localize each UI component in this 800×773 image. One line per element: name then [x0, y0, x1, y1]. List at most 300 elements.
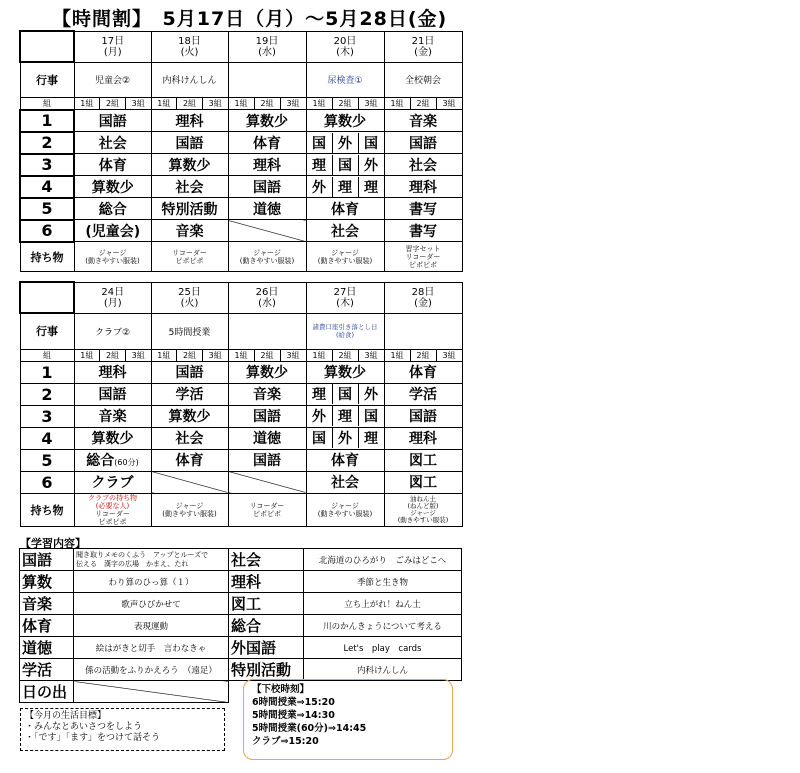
- subject-label: 国語: [98, 113, 127, 130]
- class-name: 2組: [332, 98, 358, 109]
- items-cell: ジャージ (動きやすい服装): [74, 242, 151, 272]
- subject-content: 川のかんきょうについて考える: [304, 615, 462, 637]
- day-date: 24日: [101, 286, 125, 298]
- event-cell: クラブ②: [74, 313, 151, 349]
- day-of-week: (金): [414, 46, 432, 58]
- class-subject: 理: [358, 177, 384, 197]
- subject-content: 内科けんしん: [304, 659, 462, 681]
- subject-cell: [306, 154, 384, 176]
- subject-content: わり算のひっ算（１）: [74, 571, 229, 593]
- day-date: 21日: [411, 35, 435, 47]
- class-name: 3組: [125, 98, 151, 109]
- subject-cell: [228, 132, 306, 154]
- subject-cell: [74, 198, 151, 220]
- subject-cell: [74, 220, 151, 242]
- subject-cell: [306, 198, 384, 220]
- study-row: [20, 659, 462, 681]
- period-row: [20, 110, 462, 132]
- items-cell: ジャージ (動きやすい服装): [306, 493, 384, 526]
- subject-cell: [228, 198, 306, 220]
- subject-name: 体育: [20, 615, 74, 637]
- day-of-week: (水): [258, 297, 276, 309]
- class-name: 1組: [80, 350, 94, 360]
- period-row: [20, 427, 462, 449]
- subject-cell: [228, 176, 306, 198]
- subject-cell: [151, 361, 228, 383]
- items-row: [20, 493, 462, 526]
- sunrise-cell: [74, 681, 229, 703]
- subject-cell: [306, 383, 384, 405]
- dismissal-title: 【下校時刻】: [252, 684, 310, 695]
- subject-cell: [306, 405, 384, 427]
- split-subjects: [307, 177, 384, 197]
- subject-label: 国語: [409, 135, 437, 152]
- subject-cell: [306, 220, 384, 242]
- subject-cell: [384, 198, 462, 220]
- subject-label: 学活: [409, 387, 437, 403]
- subject-label: 図工: [409, 475, 437, 491]
- subject-name: 総合: [229, 615, 304, 637]
- day-date: 26日: [255, 286, 279, 298]
- items-cell: ジャージ (動きやすい服装): [228, 242, 306, 272]
- subject-label: 社会: [175, 431, 204, 447]
- subject-cell: [74, 427, 151, 449]
- subject-cell: [306, 427, 384, 449]
- subject-name: 外国語: [229, 637, 304, 659]
- class-name: 2組: [410, 350, 436, 361]
- subject-label: 理科: [253, 157, 281, 174]
- subject-label: 理科: [175, 113, 204, 130]
- corner-cell: [20, 282, 74, 313]
- period-number: 2: [20, 132, 74, 154]
- day-of-week: (月): [103, 297, 122, 309]
- subject-label: 算数少: [324, 365, 366, 381]
- class-subject: 理: [312, 387, 326, 403]
- subject-label: 国語: [409, 409, 437, 425]
- subject-cell: [384, 176, 462, 198]
- class-name: 1組: [390, 350, 404, 360]
- class-name: 3組: [280, 98, 306, 109]
- dismissal-times-box: [243, 679, 453, 760]
- subject-cell: [74, 132, 151, 154]
- subject-label: 書写: [409, 223, 437, 240]
- subject-label: 体育: [331, 201, 359, 218]
- period-number: 1: [20, 361, 74, 383]
- class-subject: 外: [332, 428, 358, 448]
- dismissal-line: 5時間授業(60分)⇒14:45: [252, 723, 367, 734]
- split-subjects: [307, 133, 384, 153]
- event-row: [20, 313, 462, 349]
- class-subject: 理: [358, 428, 384, 448]
- subject-cell: [228, 383, 306, 405]
- subject-label: 算数少: [246, 113, 288, 130]
- subject-label: 総合: [86, 453, 115, 469]
- class-name: 3組: [202, 98, 228, 109]
- subject-label: 体育: [175, 453, 204, 469]
- subject-cell: [151, 471, 228, 493]
- period-row: [20, 198, 462, 220]
- subject-name: 図工: [229, 593, 304, 615]
- day-header: [306, 282, 384, 313]
- class-subject: 国: [332, 384, 358, 404]
- class-name: 2組: [176, 350, 202, 361]
- period-number: 4: [20, 176, 74, 198]
- day-header: [151, 282, 228, 313]
- subject-cell: [384, 110, 462, 132]
- subject-cell: [384, 383, 462, 405]
- event-label: 行事: [20, 313, 74, 349]
- split-subjects: [307, 155, 384, 175]
- period-row: [20, 361, 462, 383]
- subject-cell: [384, 471, 462, 493]
- subject-label: 理科: [409, 179, 437, 196]
- subject-cell: [151, 154, 228, 176]
- study-heading: 【学習内容】: [20, 537, 86, 550]
- subject-label: (児童会): [85, 223, 141, 240]
- items-row: [20, 242, 462, 272]
- day-header: [228, 282, 306, 313]
- class-subject: 外: [332, 133, 358, 153]
- class-subject: 国: [358, 406, 384, 426]
- subject-label: 算数少: [168, 157, 211, 174]
- period-row: [20, 405, 462, 427]
- class-subject: 外: [312, 179, 326, 196]
- study-rows: [20, 549, 462, 681]
- event-label: 行事: [20, 62, 74, 97]
- period-row: [20, 132, 462, 154]
- day-date: 28日: [411, 286, 435, 298]
- class-subject: 外: [358, 155, 384, 175]
- corner-cell: [20, 31, 74, 62]
- subject-cell: [228, 427, 306, 449]
- period-row: [20, 154, 462, 176]
- period-row: [20, 471, 462, 493]
- period-number: 6: [20, 220, 74, 242]
- subject-content: 表現運動: [74, 615, 229, 637]
- items-cell: ジャージ (動きやすい服装): [151, 493, 228, 526]
- event-row: [20, 62, 462, 97]
- subject-cell: [306, 471, 384, 493]
- timetable-week2: [19, 281, 463, 527]
- split-subjects: [307, 406, 384, 426]
- items-text: リコーダー ピポピポ: [95, 509, 130, 526]
- class-subject: 国: [312, 135, 326, 152]
- class-name: 1組: [157, 98, 171, 108]
- subject-cell: [151, 198, 228, 220]
- goal-line: ・「です」「ます」をつけて話そう: [25, 733, 161, 743]
- subject-cell: [151, 132, 228, 154]
- items-cell: [74, 493, 151, 526]
- day-of-week: (木): [336, 297, 354, 309]
- timetable-week1: [19, 30, 463, 272]
- class-name: 3組: [202, 350, 228, 361]
- page-title: 【時間割】 5月17日（月）～5月28日(金): [52, 8, 448, 30]
- class-name: 2組: [254, 350, 280, 361]
- subject-cell: [306, 132, 384, 154]
- event-cell: [228, 62, 306, 97]
- class-name: 3組: [358, 98, 384, 109]
- subject-label: 書写: [409, 201, 437, 218]
- day-header: [228, 31, 306, 62]
- event-cell: [384, 313, 462, 349]
- subject-cell: [384, 449, 462, 471]
- split-subjects: [307, 384, 384, 404]
- class-name: 3組: [280, 350, 306, 361]
- subject-label: 国語: [175, 135, 204, 152]
- class-name: 3組: [436, 98, 462, 109]
- period-number: 4: [20, 427, 74, 449]
- subject-label: 総合: [98, 201, 127, 218]
- subject-name: 社会: [229, 549, 304, 571]
- subject-label: 音楽: [253, 387, 281, 403]
- subject-cell: [228, 449, 306, 471]
- subject-label: 国語: [253, 409, 281, 425]
- subject-cell: [74, 449, 151, 471]
- subject-label: 算数少: [246, 365, 288, 381]
- period-rows: [20, 110, 462, 242]
- subject-content: 季節と生き物: [304, 571, 462, 593]
- subject-content: 歌声ひびかせて: [74, 593, 229, 615]
- subject-cell: [228, 471, 306, 493]
- subject-label: 算数少: [168, 409, 211, 425]
- subject-label: 図工: [409, 453, 437, 469]
- subject-cell: [384, 361, 462, 383]
- subject-content: 聞き取りメモのくふう アップとルーズで 伝える 漢字の広場 かまえ、たれ: [74, 549, 229, 571]
- subject-cell: [74, 471, 151, 493]
- subject-cell: [228, 110, 306, 132]
- subject-cell: [228, 405, 306, 427]
- subject-cell: [384, 154, 462, 176]
- subject-label: 社会: [409, 157, 437, 174]
- study-row: [20, 571, 462, 593]
- split-subjects: [307, 428, 384, 448]
- items-label: 持ち物: [20, 242, 74, 272]
- subject-label: 国語: [253, 453, 281, 469]
- event-cell: 尿検査①: [306, 62, 384, 97]
- items-cell: 油ねん土 (ねんど版) ジャージ (動きやすい服装): [384, 493, 462, 526]
- items-cell: ジャージ (動きやすい服装): [306, 242, 384, 272]
- event-cell: [228, 313, 306, 349]
- day-date: 19日: [255, 35, 279, 47]
- items-label: 持ち物: [20, 493, 74, 526]
- class-name: 2組: [332, 350, 358, 361]
- subject-cell: [151, 405, 228, 427]
- subject-cell: [151, 383, 228, 405]
- study-row: [20, 549, 462, 571]
- subject-label: 算数少: [324, 113, 366, 130]
- class-subject: 理: [312, 157, 326, 174]
- subject-cell: [151, 427, 228, 449]
- subject-label: 国語: [98, 387, 127, 403]
- day-of-week: (水): [258, 46, 276, 58]
- duration-note: (60分): [114, 458, 139, 467]
- items-cell: リコーダー ピポピポ: [228, 493, 306, 526]
- monthly-goal-box: [20, 708, 225, 751]
- subject-label: 国語: [175, 365, 204, 381]
- subject-name: 理科: [229, 571, 304, 593]
- class-name: 3組: [125, 350, 151, 361]
- class-name: 1組: [157, 350, 171, 360]
- items-cell: 習字セット リコーダー ピポピポ: [384, 242, 462, 272]
- subject-label: 算数少: [91, 431, 134, 447]
- dismissal-line: 5時間授業⇒14:30: [252, 710, 335, 721]
- subject-label: 国語: [253, 179, 281, 196]
- period-number: 5: [20, 449, 74, 471]
- class-name: 1組: [312, 350, 326, 360]
- subject-label: 音楽: [175, 223, 204, 240]
- class-name: 1組: [80, 98, 94, 108]
- period-rows: [20, 361, 462, 493]
- subject-content: 絵はがきと切手 言わなきゃ: [74, 637, 229, 659]
- day-date: 27日: [333, 286, 357, 298]
- study-row: [20, 637, 462, 659]
- day-of-week: (火): [180, 297, 199, 309]
- subject-cell: [384, 405, 462, 427]
- subject-label: 社会: [331, 223, 359, 240]
- dismissal-line: クラブ⇒15:20: [252, 736, 319, 747]
- subject-cell: [306, 449, 384, 471]
- subject-cell: [306, 361, 384, 383]
- day-header: [384, 282, 462, 313]
- day-header: [151, 31, 228, 62]
- subject-label: 体育: [331, 453, 359, 469]
- subject-cell: [151, 176, 228, 198]
- day-of-week: (月): [103, 46, 122, 58]
- subject-cell: [151, 110, 228, 132]
- study-row: [20, 593, 462, 615]
- day-header-row: [20, 282, 462, 313]
- day-header: [384, 31, 462, 62]
- subject-label: 特別活動: [161, 201, 218, 218]
- subject-label: クラブ: [91, 475, 134, 491]
- period-row: [20, 449, 462, 471]
- subject-content: 北海道のひろがり ごみはどこへ: [304, 549, 462, 571]
- subject-cell: [151, 220, 228, 242]
- subject-cell: [151, 449, 228, 471]
- subject-label: 理科: [98, 365, 127, 381]
- subject-cell: [74, 361, 151, 383]
- day-header-row: [20, 31, 462, 62]
- class-subject: 理: [332, 177, 358, 197]
- period-number: 5: [20, 198, 74, 220]
- subject-cell: [306, 176, 384, 198]
- day-header: [74, 282, 151, 313]
- subject-name: 国語: [20, 549, 74, 571]
- subject-label: 音楽: [98, 409, 127, 425]
- subject-cell: [74, 176, 151, 198]
- class-name: 2組: [176, 98, 202, 109]
- sunrise-label: 日の出: [20, 681, 74, 703]
- class-row: [20, 97, 462, 110]
- subject-label: 社会: [175, 179, 204, 196]
- subject-label: 理科: [409, 431, 437, 447]
- day-date: 18日: [178, 35, 201, 47]
- subject-cell: [306, 110, 384, 132]
- subject-cell: [384, 427, 462, 449]
- period-number: 3: [20, 405, 74, 427]
- subject-label: 音楽: [409, 113, 437, 130]
- subject-label: 体育: [409, 365, 437, 381]
- period-number: 3: [20, 154, 74, 176]
- day-of-week: (火): [180, 46, 199, 58]
- class-subject: 国: [358, 133, 384, 153]
- subject-cell: [384, 220, 462, 242]
- subject-cell: [74, 110, 151, 132]
- class-name: 2組: [410, 98, 436, 109]
- class-name: 3組: [436, 350, 462, 361]
- day-of-week: (木): [336, 46, 354, 58]
- period-row: [20, 383, 462, 405]
- subject-label: 道徳: [253, 431, 281, 447]
- day-date: 17日: [101, 35, 125, 47]
- subject-label: 算数少: [91, 179, 134, 196]
- goal-line: ・みんなとあいさつをしよう: [25, 722, 143, 732]
- subject-label: 社会: [98, 135, 127, 152]
- event-cell: 児童会②: [74, 62, 151, 97]
- subject-cell: [228, 361, 306, 383]
- class-subject: 外: [358, 384, 384, 404]
- day-date: 20日: [333, 35, 357, 47]
- class-name: 2組: [99, 98, 125, 109]
- class-name: 2組: [254, 98, 280, 109]
- subject-label: 体育: [98, 157, 127, 174]
- goal-title: 【今月の生活目標】: [25, 711, 107, 721]
- subject-cell: [74, 154, 151, 176]
- class-name: 1組: [312, 98, 326, 108]
- class-subject: 理: [332, 406, 358, 426]
- subject-label: 学活: [175, 387, 204, 403]
- class-name: 1組: [390, 98, 404, 108]
- subject-cell: [228, 154, 306, 176]
- period-row: [20, 220, 462, 242]
- day-header: [306, 31, 384, 62]
- subject-label: 道徳: [253, 201, 281, 218]
- subject-content: 立ち上がれ！ねん土: [304, 593, 462, 615]
- subject-content: 係の活動をふりかえろう （遠足）: [74, 659, 229, 681]
- subject-cell: [74, 383, 151, 405]
- subject-label: 体育: [253, 135, 281, 152]
- event-cell: 全校朝会: [384, 62, 462, 97]
- class-name: 1組: [234, 98, 248, 108]
- class-name: 1組: [234, 350, 248, 360]
- subject-name: 算数: [20, 571, 74, 593]
- subject-label: 社会: [331, 475, 359, 491]
- class-label: 組: [20, 97, 74, 110]
- study-row: [20, 615, 462, 637]
- day-date: 25日: [178, 286, 201, 298]
- subject-name: 音楽: [20, 593, 74, 615]
- subject-name: 学活: [20, 659, 74, 681]
- items-cell: リコーダー ピポピポ: [151, 242, 228, 272]
- dismissal-line: 6時間授業⇒15:20: [252, 697, 335, 708]
- period-number: 6: [20, 471, 74, 493]
- class-name: 2組: [99, 350, 125, 361]
- subject-cell: [384, 132, 462, 154]
- event-cell: 諸費口座引き落とし日 (給食): [306, 313, 384, 349]
- class-subject: 国: [312, 431, 326, 447]
- period-row: [20, 176, 462, 198]
- period-number: 2: [20, 383, 74, 405]
- subject-name: 特別活動: [229, 659, 304, 681]
- club-items-note: クラブの持ち物 (必要な人): [88, 493, 137, 510]
- period-number: 1: [20, 110, 74, 132]
- class-row: [20, 349, 462, 361]
- class-label: 組: [20, 349, 74, 361]
- day-of-week: (金): [414, 297, 432, 309]
- class-subject: 国: [332, 155, 358, 175]
- event-cell: 5時間授業: [151, 313, 228, 349]
- class-name: 3組: [358, 350, 384, 361]
